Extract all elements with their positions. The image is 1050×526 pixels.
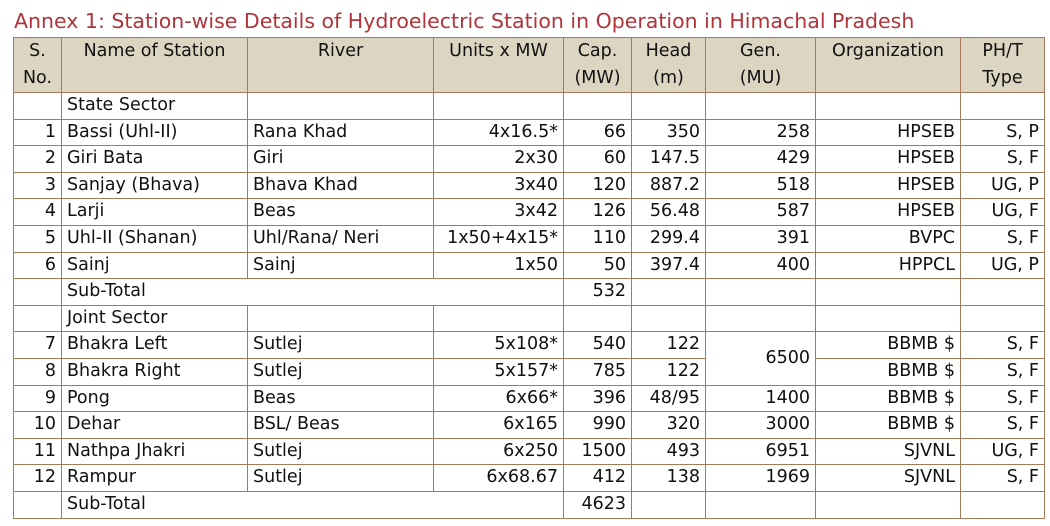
head-cell: 56.48 <box>632 199 706 226</box>
table-row <box>14 199 1045 226</box>
units-cell: 3x42 <box>434 199 564 226</box>
table-row <box>14 412 1045 439</box>
river-cell: Rana Khad <box>248 119 434 146</box>
generation-cell: 3000 <box>706 412 816 439</box>
head-cell: 320 <box>632 412 706 439</box>
generation-cell: 400 <box>706 252 816 279</box>
organization-cell: BBMB $ <box>816 358 961 385</box>
capacity-cell: 1500 <box>564 438 632 465</box>
river-cell: Sutlej <box>248 332 434 359</box>
organization-cell: BBMB $ <box>816 332 961 359</box>
river-cell: Sutlej <box>248 465 434 492</box>
type-cell: UG, P <box>961 252 1045 279</box>
sno-cell: 2 <box>14 146 62 173</box>
capacity-cell: 785 <box>564 358 632 385</box>
sno-cell: 6 <box>14 252 62 279</box>
station-name-cell: Sainj <box>62 252 248 279</box>
sno-cell: 8 <box>14 358 62 385</box>
units-cell: 5x157* <box>434 358 564 385</box>
header-row <box>14 38 1045 93</box>
river-cell: Giri <box>248 146 434 173</box>
head-cell: 147.5 <box>632 146 706 173</box>
river-cell: BSL/ Beas <box>248 412 434 439</box>
capacity-cell: 60 <box>564 146 632 173</box>
col-header-org: Organization <box>816 38 961 93</box>
units-cell: 4x16.5* <box>434 119 564 146</box>
generation-cell: 518 <box>706 172 816 199</box>
sno-cell: 10 <box>14 412 62 439</box>
type-cell: S, P <box>961 119 1045 146</box>
type-cell: S, F <box>961 358 1045 385</box>
annex-title: Annex 1: Station-wise Details of Hydroelectric Station in Operation in Himachal Pradesh <box>14 9 915 33</box>
station-name-cell: Bhakra Right <box>62 358 248 385</box>
organization-cell: HPSEB <box>816 199 961 226</box>
station-name-cell: Bhakra Left <box>62 332 248 359</box>
sno-cell: 11 <box>14 438 62 465</box>
type-cell: S, F <box>961 385 1045 412</box>
col-header-head: Head (m) <box>632 38 706 93</box>
river-cell: Beas <box>248 385 434 412</box>
type-cell: S, F <box>961 465 1045 492</box>
table-row <box>14 119 1045 146</box>
generation-cell: 391 <box>706 225 816 252</box>
generation-cell: 587 <box>706 199 816 226</box>
river-cell: Sainj <box>248 252 434 279</box>
capacity-cell: 396 <box>564 385 632 412</box>
type-cell: UG, F <box>961 438 1045 465</box>
type-cell: UG, P <box>961 172 1045 199</box>
subtotal-label: Sub-Total <box>62 491 564 518</box>
section-row-state <box>14 93 1045 120</box>
table-row <box>14 385 1045 412</box>
sno-cell: 12 <box>14 465 62 492</box>
units-cell: 6x66* <box>434 385 564 412</box>
generation-cell-merged: 6500 <box>706 332 816 385</box>
capacity-cell: 66 <box>564 119 632 146</box>
units-cell: 6x165 <box>434 412 564 439</box>
organization-cell: BBMB $ <box>816 385 961 412</box>
station-name-cell: Dehar <box>62 412 248 439</box>
head-cell: 397.4 <box>632 252 706 279</box>
table-row <box>14 146 1045 173</box>
type-cell: S, F <box>961 225 1045 252</box>
river-cell: Sutlej <box>248 438 434 465</box>
organization-cell: SJVNL <box>816 438 961 465</box>
river-cell: Bhava Khad <box>248 172 434 199</box>
station-name-cell: Pong <box>62 385 248 412</box>
organization-cell: SJVNL <box>816 465 961 492</box>
table-row <box>14 252 1045 279</box>
capacity-cell: 540 <box>564 332 632 359</box>
sno-cell: 1 <box>14 119 62 146</box>
section-row-joint <box>14 305 1045 332</box>
col-header-river: River <box>248 38 434 93</box>
type-cell: S, F <box>961 332 1045 359</box>
sno-cell: 4 <box>14 199 62 226</box>
subtotal-capacity: 532 <box>564 279 632 306</box>
river-cell: Beas <box>248 199 434 226</box>
col-header-units: Units x MW <box>434 38 564 93</box>
col-header-gen: Gen. (MU) <box>706 38 816 93</box>
head-cell: 887.2 <box>632 172 706 199</box>
table-row <box>14 332 1045 359</box>
head-cell: 299.4 <box>632 225 706 252</box>
table-row <box>14 465 1045 492</box>
capacity-cell: 990 <box>564 412 632 439</box>
organization-cell: HPSEB <box>816 119 961 146</box>
col-header-cap: Cap. (MW) <box>564 38 632 93</box>
units-cell: 1x50 <box>434 252 564 279</box>
subtotal-row-joint <box>14 491 1045 518</box>
sno-cell: 7 <box>14 332 62 359</box>
river-cell: Uhl/Rana/ Neri <box>248 225 434 252</box>
head-cell: 493 <box>632 438 706 465</box>
organization-cell: HPSEB <box>816 172 961 199</box>
type-cell: S, F <box>961 412 1045 439</box>
organization-cell: HPSEB <box>816 146 961 173</box>
type-cell: UG, F <box>961 199 1045 226</box>
subtotal-capacity: 4623 <box>564 491 632 518</box>
head-cell: 122 <box>632 358 706 385</box>
capacity-cell: 50 <box>564 252 632 279</box>
capacity-cell: 412 <box>564 465 632 492</box>
table-row <box>14 225 1045 252</box>
section-label: State Sector <box>62 93 248 120</box>
subtotal-label: Sub-Total <box>62 279 564 306</box>
units-cell: 3x40 <box>434 172 564 199</box>
station-name-cell: Nathpa Jhakri <box>62 438 248 465</box>
units-cell: 6x68.67 <box>434 465 564 492</box>
head-cell: 350 <box>632 119 706 146</box>
generation-cell: 1400 <box>706 385 816 412</box>
units-cell: 5x108* <box>434 332 564 359</box>
station-name-cell: Bassi (Uhl-II) <box>62 119 248 146</box>
sno-cell: 9 <box>14 385 62 412</box>
station-name-cell: Sanjay (Bhava) <box>62 172 248 199</box>
organization-cell: HPPCL <box>816 252 961 279</box>
col-header-type: PH/T Type <box>961 38 1045 93</box>
generation-cell: 429 <box>706 146 816 173</box>
station-name-cell: Larji <box>62 199 248 226</box>
head-cell: 122 <box>632 332 706 359</box>
units-cell: 6x250 <box>434 438 564 465</box>
organization-cell: BBMB $ <box>816 412 961 439</box>
table-row <box>14 358 1045 385</box>
sno-cell: 3 <box>14 172 62 199</box>
type-cell: S, F <box>961 146 1045 173</box>
station-name-cell: Giri Bata <box>62 146 248 173</box>
units-cell: 2x30 <box>434 146 564 173</box>
station-name-cell: Uhl-II (Shanan) <box>62 225 248 252</box>
hydro-stations-table <box>13 37 1045 519</box>
section-label: Joint Sector <box>62 305 248 332</box>
col-header-name: Name of Station <box>62 38 248 93</box>
river-cell: Sutlej <box>248 358 434 385</box>
capacity-cell: 126 <box>564 199 632 226</box>
capacity-cell: 110 <box>564 225 632 252</box>
generation-cell: 1969 <box>706 465 816 492</box>
generation-cell: 6951 <box>706 438 816 465</box>
station-name-cell: Rampur <box>62 465 248 492</box>
capacity-cell: 120 <box>564 172 632 199</box>
head-cell: 48/95 <box>632 385 706 412</box>
table-row <box>14 172 1045 199</box>
subtotal-row-state <box>14 279 1045 306</box>
sno-cell: 5 <box>14 225 62 252</box>
generation-cell: 258 <box>706 119 816 146</box>
col-header-sno: S. No. <box>14 38 62 93</box>
head-cell: 138 <box>632 465 706 492</box>
organization-cell: BVPC <box>816 225 961 252</box>
table-row <box>14 438 1045 465</box>
units-cell: 1x50+4x15* <box>434 225 564 252</box>
